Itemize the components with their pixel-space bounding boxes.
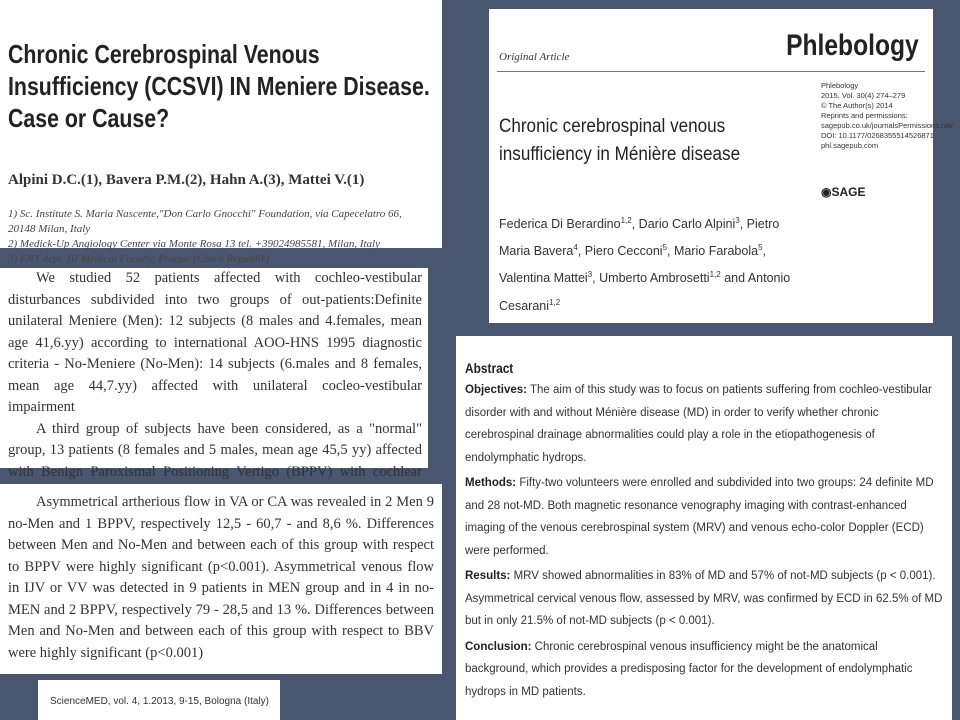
meta-line: sagepub.co.uk/journalsPermissions.nav bbox=[821, 121, 954, 130]
author-entry: Pietro Maria Bavera$^4$, bbox=[499, 217, 780, 259]
author-entry: Valentina Mattei$^3$, bbox=[499, 270, 600, 286]
meta-line: © The Author(s) 2014 bbox=[821, 101, 893, 110]
methods-text-panel bbox=[0, 268, 428, 480]
abstract-methods: Methods: Fifty-two volunteers were enrolled and subdivided into two groups: 24 definite MD and 28 not-MD. Both magnetic resonance venography imaging with contrast-enhanced imaging of the venous cerebrospinal system (MRV) and venous echo-color Doppler (ECD) were performed. bbox=[465, 477, 934, 557]
author-entry: Umberto Ambrosetti$^{1,2}$ and bbox=[599, 270, 748, 286]
author-entry: Federica Di Berardino$^{1,2}$, bbox=[499, 216, 639, 232]
abstract-results: Results: MRV showed abnormalities in 83% of MD and 57% of not-MD subjects (p < 0.001). Asymmetrical cervical venous flow, assessed by MRV, was confirmed by ECD in 62.5% of MD but in only 21.5% of not-MD subjects (p < 0.001). bbox=[465, 570, 943, 627]
affiliation-3: 3) ENT dept. III Medical Faculty, Prague (Czech Republik) bbox=[8, 253, 270, 265]
affiliations bbox=[8, 207, 432, 267]
author-entry: Antonio Cesarani$^{1,2}$ bbox=[499, 271, 791, 313]
article-authors bbox=[499, 209, 809, 318]
citation-panel bbox=[38, 680, 280, 720]
methods-paragraph-2: A third group of subjects have been considered, as a "normal" group, 13 patients (8 females and 5 males, mean age 45,5 yy) affected with Benign Paroxismal Positioning Vertigo (BPPV) with cochlear bbox=[8, 420, 422, 480]
affiliation-2: 2) Medick-Up Angiology Center via Monte Rosa 13 tel. +39024985581, Milan, Italy bbox=[8, 238, 380, 250]
meta-line: DOI: 10.1177/0268355514526871 bbox=[821, 131, 934, 140]
abstract-conclusion: Conclusion: Chronic cerebrospinal venous insufficiency might be the anatomical background, which provides a predisposing factor for the development of endolymphatic hydrops in MD patients. bbox=[465, 640, 913, 698]
abstract-objectives: Objectives: The aim of this study was to focus on patients suffering from cochleo-vestibular disorder with and without Ménière disease (MD) in order to verify whether chronic cerebrospinal drainage abnormalities could play a role in the etiopathogenesis of endolymphatic hydrops. bbox=[465, 384, 932, 464]
results-paragraph: Asymmetrical artherious flow in VA or CA was revealed in 2 Men 9 no-Men and 1 BPPV, respectively 12,5 - 60,7 - and 8,6 %. Differences between Men and No-Men and between each of this group with respect to BPPV were highly significant (p<0.001). Asymmetrical venous flow in IJV or VV was detected in 9 patients in MEN group and in 4 in no-MEN and 2 BPPV, respectively 79 - 28,5 and 13 %. Differences between Men and No-Men and between each of this group with respect to BBV were highly significant (p<0.001) bbox=[8, 494, 434, 661]
author-list: Alpini D.C.(1), Bavera P.M.(2), Hahn A.(3), Mattei V.(1) bbox=[8, 172, 365, 188]
meta-line: Reprints and permissions: bbox=[821, 111, 908, 120]
article-type: Original Article bbox=[499, 51, 570, 63]
meta-line: 2015, Vol. 30(4) 274–279 bbox=[821, 91, 906, 100]
article-title: Chronic cerebrospinal venous insufficiency in Ménière disease bbox=[499, 116, 741, 165]
author-entry: Mario Farabola$^5$, bbox=[673, 243, 766, 259]
methods-paragraph-1: We studied 52 patients affected with cochleo-vestibular disturbances subdivided into two groups of out-patients:Definite unilateral Meniere (Men): 12 subjects (8 males and 4.females, mean age 41,6.yy) according to international AOO-HNS 1995 diagnostic criteria - No-Meniere (No-Men): 14 subjects (6.males and 8 females, mean age 44,7.yy) affected with unilateral cocleo-vestibular impairment bbox=[8, 270, 422, 415]
sage-icon: ◉ bbox=[821, 185, 832, 199]
abstract-heading: Abstract bbox=[465, 360, 514, 376]
ccsvi-abstract-header bbox=[0, 0, 442, 265]
publisher-logo: ◉SAGE bbox=[821, 185, 866, 199]
journal-name: Phlebology bbox=[786, 29, 919, 62]
journal-meta bbox=[821, 81, 953, 151]
results-text-panel bbox=[0, 484, 442, 674]
affiliation-1: 1) Sc. Institute S. Maria Nascente,"Don Carlo Gnocchi" Foundation, via Capecelatro 66, 20148 Milan, Italy bbox=[8, 208, 402, 235]
author-entry: Dario Carlo Alpini$^3$, bbox=[638, 216, 747, 232]
meta-line: phl.sagepub.com bbox=[821, 141, 879, 150]
journal-citation: ScienceMED, vol. 4, 1.2013, 9-15, Bologna (Italy) bbox=[50, 696, 270, 707]
header-divider bbox=[497, 71, 925, 72]
paper-title: Chronic Cerebrospinal Venous Insufficiency (CCSVI) IN Meniere Disease. Case or Cause? bbox=[8, 39, 430, 133]
meta-line: Phlebology bbox=[821, 81, 859, 90]
author-entry: Piero Cecconi$^5$, bbox=[584, 243, 674, 259]
phlebology-header-panel bbox=[489, 9, 954, 323]
abstract-panel bbox=[456, 336, 952, 720]
